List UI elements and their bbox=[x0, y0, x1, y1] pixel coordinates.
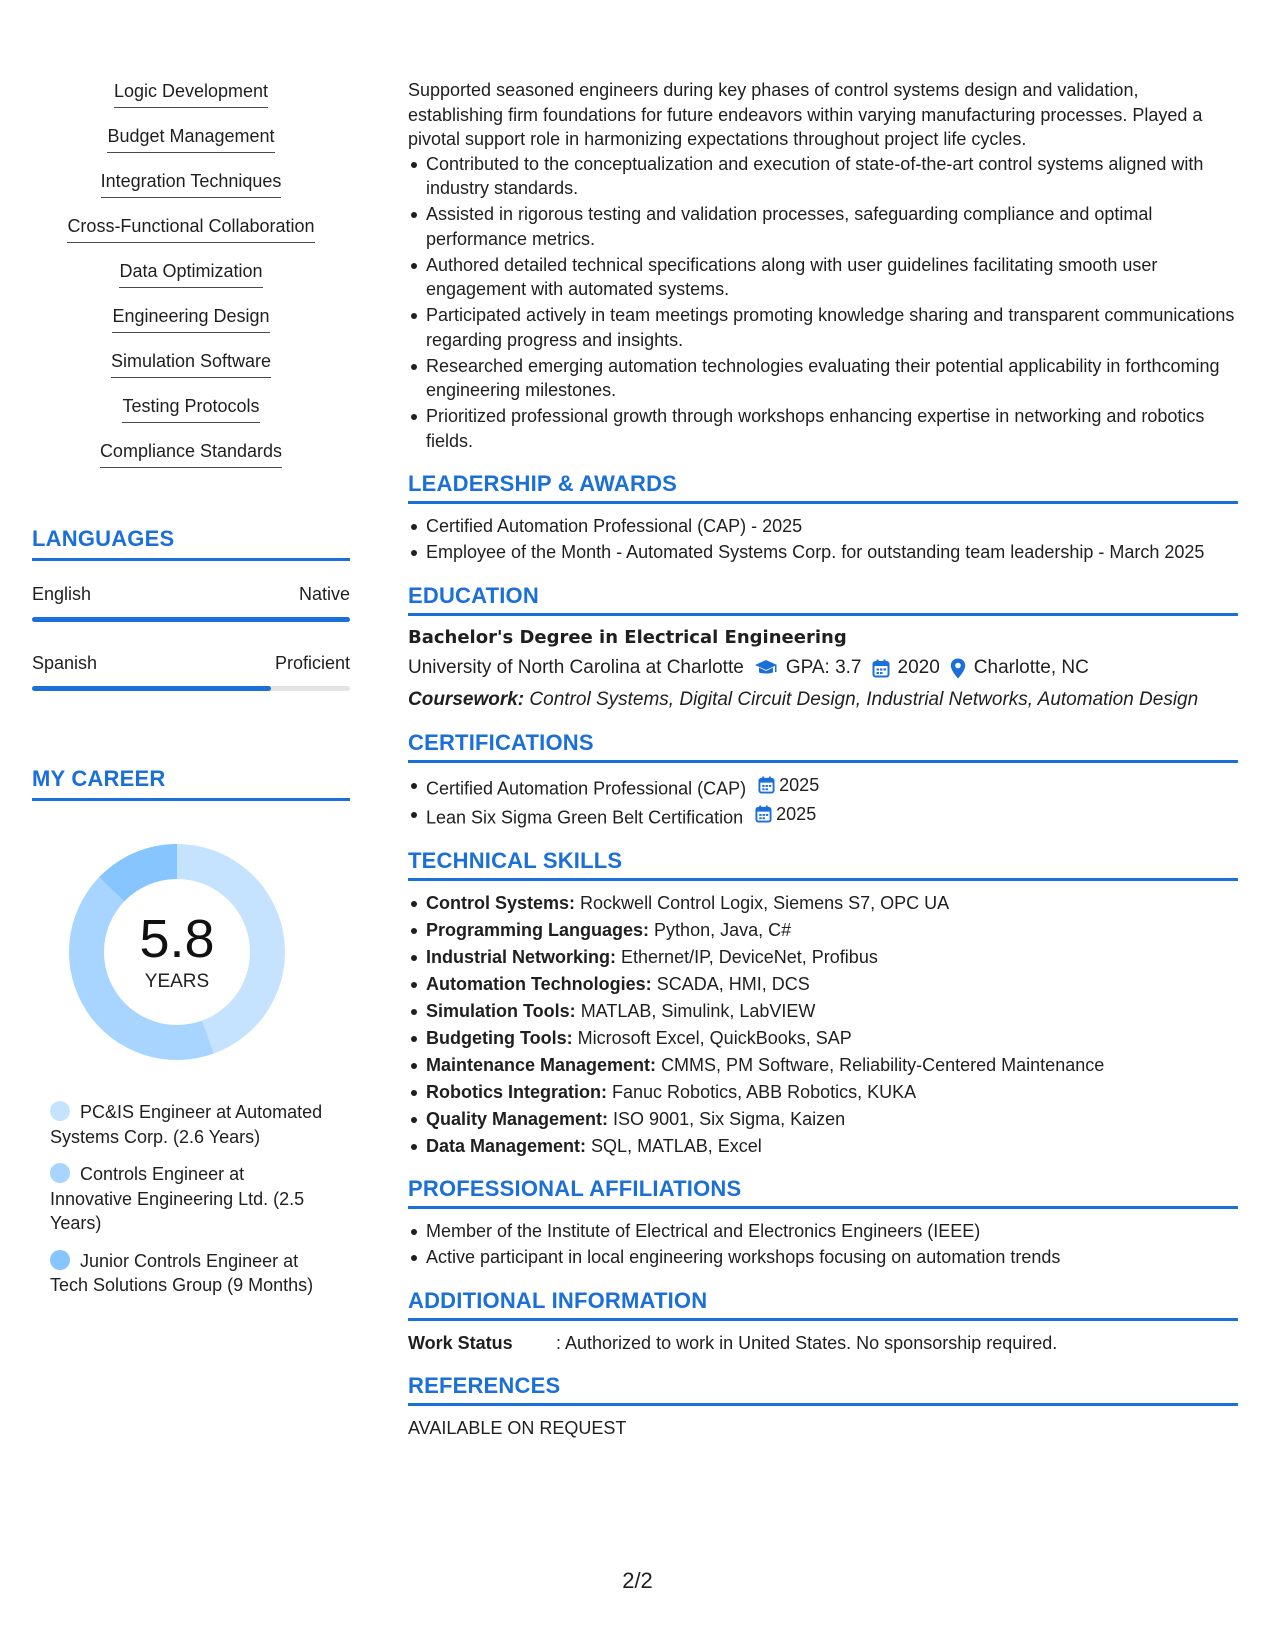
skill-item: Cross-Functional Collaboration bbox=[32, 215, 350, 260]
technical-skill-item: Robotics Integration: Fanuc Robotics, ABB Robotics, KUKA bbox=[426, 1080, 1238, 1105]
technical-skill-item: Data Management: SQL, MATLAB, Excel bbox=[426, 1134, 1238, 1159]
experience-bullet: Researched emerging automation technologies evaluating their potential applicability in forthcoming engineering milestones. bbox=[426, 354, 1238, 403]
affiliations-heading: PROFESSIONAL AFFILIATIONS bbox=[408, 1176, 1238, 1209]
left-column bbox=[32, 80, 350, 1295]
certification-item bbox=[426, 802, 1238, 830]
experience-bullets bbox=[408, 152, 1238, 454]
technical-skill-item: Maintenance Management: CMMS, PM Software, Reliability-Centered Maintenance bbox=[426, 1053, 1238, 1078]
language-bar bbox=[32, 617, 350, 622]
career-legend-item: Controls Engineer at Innovative Engineering Ltd. (2.5 Years) bbox=[50, 1164, 305, 1233]
language-row-english bbox=[32, 583, 350, 622]
experience-bullet: Assisted in rigorous testing and validation processes, safeguarding compliance and optimal performance metrics. bbox=[426, 202, 1238, 251]
technical-skill-item: Simulation Tools: MATLAB, Simulink, LabVIEW bbox=[426, 999, 1238, 1024]
career-legend bbox=[50, 1100, 330, 1311]
technical-skill-item: Programming Languages: Python, Java, C# bbox=[426, 918, 1238, 943]
work-status-value: : Authorized to work in United States. No sponsorship required. bbox=[556, 1332, 1058, 1353]
certification-item bbox=[426, 773, 1238, 801]
skill-item: Compliance Standards bbox=[32, 440, 350, 485]
school-name: University of North Carolina at Charlotte bbox=[408, 657, 744, 678]
language-level: Native bbox=[298, 584, 350, 604]
technical-skills-list bbox=[408, 891, 1238, 1159]
affiliation-item: Active participant in local engineering workshops focusing on automation trends bbox=[426, 1245, 1238, 1270]
school-location: Charlotte, NC bbox=[973, 657, 1089, 678]
experience-bullet: Authored detailed technical specifications along with user guidelines facilitating smooth user engagement with automated systems. bbox=[426, 253, 1238, 302]
languages-section bbox=[32, 526, 350, 691]
languages-heading: LANGUAGES bbox=[32, 526, 350, 561]
graduation-cap-icon bbox=[754, 659, 778, 677]
certification-name: Lean Six Sigma Green Belt Certification bbox=[426, 807, 744, 827]
skill-item: Integration Techniques bbox=[32, 170, 350, 215]
experience-bullet: Contributed to the conceptualization and execution of state-of-the-art control systems aligned with industry standards. bbox=[426, 152, 1238, 201]
language-bar-fill bbox=[32, 686, 271, 691]
experience-summary: Supported seasoned engineers during key phases of control systems design and validation, establishing firm foundations for future endeavors within varying manufacturing processes. Played a pivotal support role in harmonizing expectations throughout project life cycles. bbox=[408, 80, 1203, 149]
skills-list bbox=[32, 80, 350, 485]
certifications-heading: CERTIFICATIONS bbox=[408, 730, 1238, 763]
technical-skills-heading: TECHNICAL SKILLS bbox=[408, 848, 1238, 881]
language-bar bbox=[32, 686, 350, 691]
legend-dot bbox=[50, 1101, 70, 1121]
work-status-label: Work Status bbox=[408, 1332, 513, 1353]
career-years: 5.8 bbox=[139, 909, 215, 969]
certification-year: 2025 bbox=[776, 803, 817, 824]
experience-bullet: Prioritized professional growth through workshops enhancing expertise in networking and robotics fields. bbox=[426, 404, 1238, 453]
education-heading: EDUCATION bbox=[408, 583, 1238, 616]
certifications-list bbox=[408, 773, 1238, 830]
affiliations-list bbox=[408, 1219, 1238, 1270]
education-details bbox=[408, 656, 1238, 681]
coursework-label: Coursework: bbox=[408, 688, 525, 710]
legend-dot bbox=[50, 1250, 70, 1270]
degree-title: Bachelor's Degree in Electrical Engineering bbox=[408, 626, 847, 648]
right-column bbox=[408, 78, 1238, 1441]
references-text: AVAILABLE ON REQUEST bbox=[408, 1418, 627, 1438]
calendar-icon bbox=[758, 776, 775, 794]
technical-skill-item: Quality Management: ISO 9001, Six Sigma, Kaizen bbox=[426, 1107, 1238, 1132]
technical-skill-item: Automation Technologies: SCADA, HMI, DCS bbox=[426, 972, 1238, 997]
certification-name: Certified Automation Professional (CAP) bbox=[426, 777, 747, 798]
work-status-row bbox=[408, 1331, 1238, 1356]
language-name: English bbox=[32, 584, 92, 604]
language-level: Proficient bbox=[274, 653, 350, 673]
leadership-item: Employee of the Month - Automated Systems Corp. for outstanding team leadership - March 2025 bbox=[426, 540, 1238, 565]
legend-dot bbox=[50, 1163, 70, 1183]
graduation-year: 2020 bbox=[897, 657, 940, 678]
references-heading: REFERENCES bbox=[408, 1373, 1238, 1406]
skill-item: Testing Protocols bbox=[32, 395, 350, 440]
leadership-item: Certified Automation Professional (CAP) - 2025 bbox=[426, 514, 1238, 539]
gpa: GPA: 3.7 bbox=[785, 657, 862, 678]
technical-skill-item: Industrial Networking: Ethernet/IP, DeviceNet, Profibus bbox=[426, 945, 1238, 970]
calendar-icon bbox=[755, 805, 772, 823]
additional-info-heading: ADDITIONAL INFORMATION bbox=[408, 1288, 1238, 1321]
donut-center bbox=[67, 842, 287, 1062]
certification-year: 2025 bbox=[779, 774, 820, 795]
coursework-list: Control Systems, Digital Circuit Design, Industrial Networks, Automation Design bbox=[529, 688, 1199, 710]
calendar-icon bbox=[872, 659, 890, 678]
career-legend-item: PC&IS Engineer at Automated Systems Corp. (2.6 Years) bbox=[50, 1102, 323, 1147]
technical-skill-item: Control Systems: Rockwell Control Logix, Siemens S7, OPC UA bbox=[426, 891, 1238, 916]
career-years-unit: YEARS bbox=[144, 971, 210, 992]
location-pin-icon bbox=[950, 658, 966, 679]
skill-item: Data Optimization bbox=[32, 260, 350, 305]
career-section bbox=[32, 766, 350, 1295]
leadership-heading: LEADERSHIP & AWARDS bbox=[408, 471, 1238, 504]
page-number: 2/2 bbox=[622, 1568, 653, 1593]
skill-item: Budget Management bbox=[32, 125, 350, 170]
technical-skill-item: Budgeting Tools: Microsoft Excel, QuickBooks, SAP bbox=[426, 1026, 1238, 1051]
language-row-spanish bbox=[32, 652, 350, 691]
skill-item: Simulation Software bbox=[32, 350, 350, 395]
skill-item: Engineering Design bbox=[32, 305, 350, 350]
affiliation-item: Member of the Institute of Electrical and Electronics Engineers (IEEE) bbox=[426, 1219, 1238, 1244]
coursework bbox=[408, 687, 1238, 712]
career-legend-item: Junior Controls Engineer at Tech Solutions Group (9 Months) bbox=[50, 1250, 314, 1295]
language-bar-fill bbox=[32, 617, 350, 622]
experience-bullet: Participated actively in team meetings promoting knowledge sharing and transparent communications regarding progress and insights. bbox=[426, 303, 1238, 352]
career-heading: MY CAREER bbox=[32, 766, 350, 801]
leadership-list bbox=[408, 514, 1238, 565]
language-name: Spanish bbox=[32, 653, 98, 673]
skill-item: Logic Development bbox=[32, 80, 350, 125]
